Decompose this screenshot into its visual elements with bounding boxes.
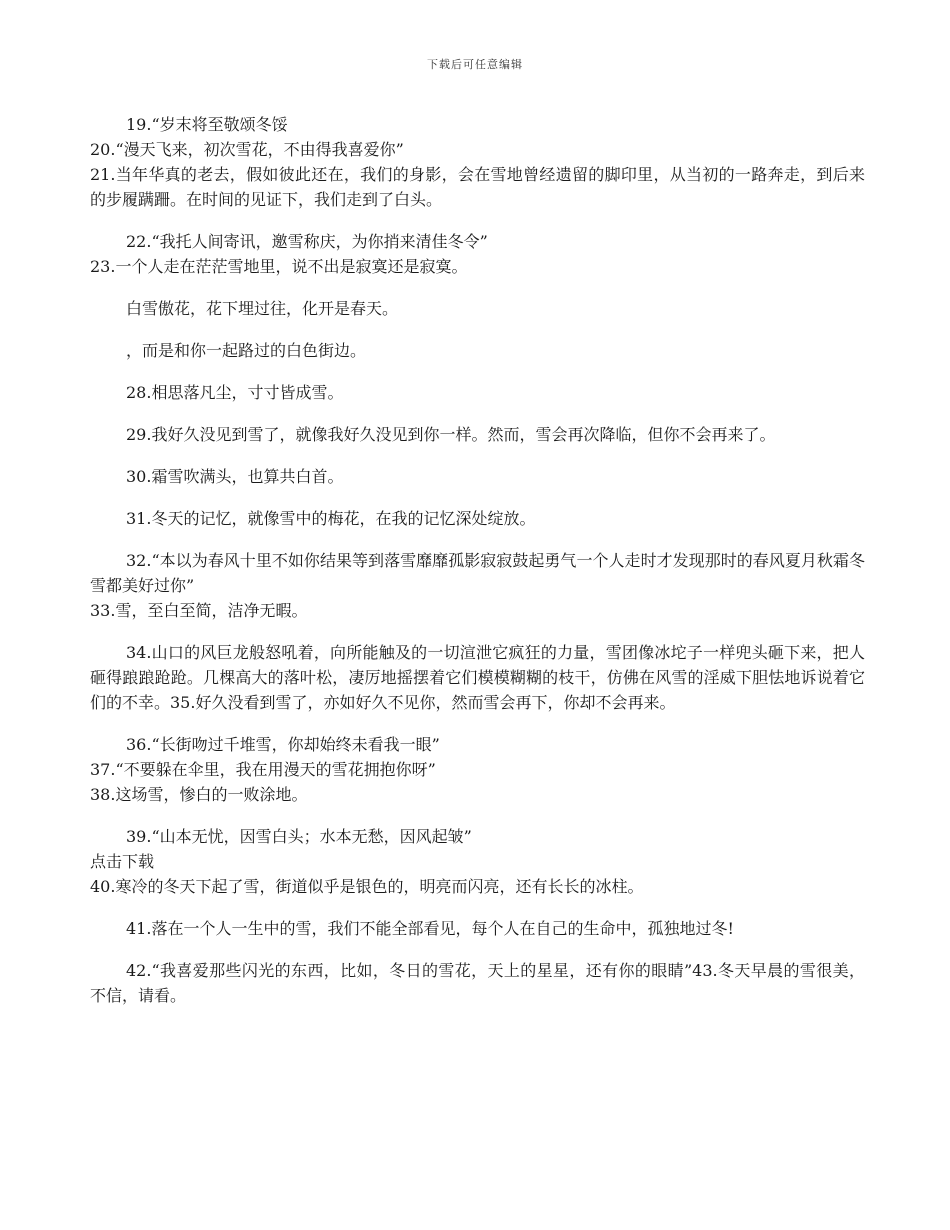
paragraph-street: ，而是和你一起路过的白色街边。 bbox=[126, 341, 367, 360]
paragraph-34-35: 34.山口的风巨龙般怒吼着，向所能触及的一切渲泄它疯狂的力量，雪团像冰坨子一样兜头砸下来，把人砸得踉踉跄跄。几棵高大的落叶松，凄厉地摇摆着它们模模糊糊的枝干，仿佛在风雪的淫威下胆怯地诉说着它们的不幸。35.好久没看到雪了，亦如好久不见你，然而雪会再下，你却不会再来。 bbox=[90, 643, 865, 712]
paragraph-21: 21.当年华真的老去，假如彼此还在，我们的身影，会在雪地曾经遗留的脚印里，从当初的一路奔走，到后来的步履蹒跚。在时间的见证下，我们走到了白头。 bbox=[90, 165, 865, 209]
paragraph-31: 31.冬天的记忆，就像雪中的梅花，在我的记忆深处绽放。 bbox=[126, 509, 536, 528]
page-header: 下载后可任意编辑 bbox=[427, 58, 523, 71]
paragraph-39: 39.“山本无忧，因雪白头；水本无愁，因风起皱” bbox=[126, 827, 472, 846]
paragraph-33: 33.雪，至白至简，洁净无暇。 bbox=[90, 601, 308, 620]
paragraph-22: 22.“我托人间寄讯，邀雪称庆，为你捎来清佳冬令” bbox=[126, 232, 488, 251]
paragraph-32: 32.“本以为春风十里不如你结果等到落雪靡靡孤影寂寂鼓起勇气一个人走时才发现那时的春风夏月秋霜冬雪都美好过你” bbox=[90, 551, 865, 595]
paragraph-white-snow: 白雪傲花，花下埋过往，化开是春天。 bbox=[126, 299, 399, 318]
paragraph-37: 37.“不要躲在伞里，我在用漫天的雪花拥抱你呀” bbox=[90, 760, 436, 779]
paragraph-20: 20.“漫天飞来，初次雪花，不由得我喜爱你” bbox=[90, 140, 404, 159]
document-body bbox=[90, 112, 865, 1008]
paragraph-38: 38.这场雪，惨白的一败涂地。 bbox=[90, 785, 308, 804]
paragraph-36: 36.“长街吻过千堆雪，你却始终未看我一眼” bbox=[126, 735, 440, 754]
paragraph-30: 30.霜雪吹满头，也算共白首。 bbox=[126, 467, 344, 486]
paragraph-28: 28.相思落凡尘，寸寸皆成雪。 bbox=[126, 383, 344, 402]
paragraph-41: 41.落在一个人一生中的雪，我们不能全部看见，每个人在自己的生命中，孤独地过冬! bbox=[126, 919, 734, 938]
paragraph-23: 23.一个人走在茫茫雪地里，说不出是寂寞还是寂寞。 bbox=[90, 257, 468, 276]
download-link[interactable]: 点击下载 bbox=[90, 852, 155, 871]
paragraph-40: 40.寒冷的冬天下起了雪，街道似乎是银色的，明亮而闪亮，还有长长的冰柱。 bbox=[90, 877, 644, 896]
paragraph-29: 29.我好久没见到雪了，就像我好久没见到你一样。然而，雪会再次降临，但你不会再来了。 bbox=[126, 425, 776, 444]
paragraph-19: 19.“岁末将至敬颂冬馁 bbox=[126, 115, 288, 134]
paragraph-42-43: 42.“我喜爱那些闪光的东西，比如，冬日的雪花，天上的星星，还有你的眼睛”43.冬天早晨的雪很美，不信，请看。 bbox=[90, 961, 865, 1005]
